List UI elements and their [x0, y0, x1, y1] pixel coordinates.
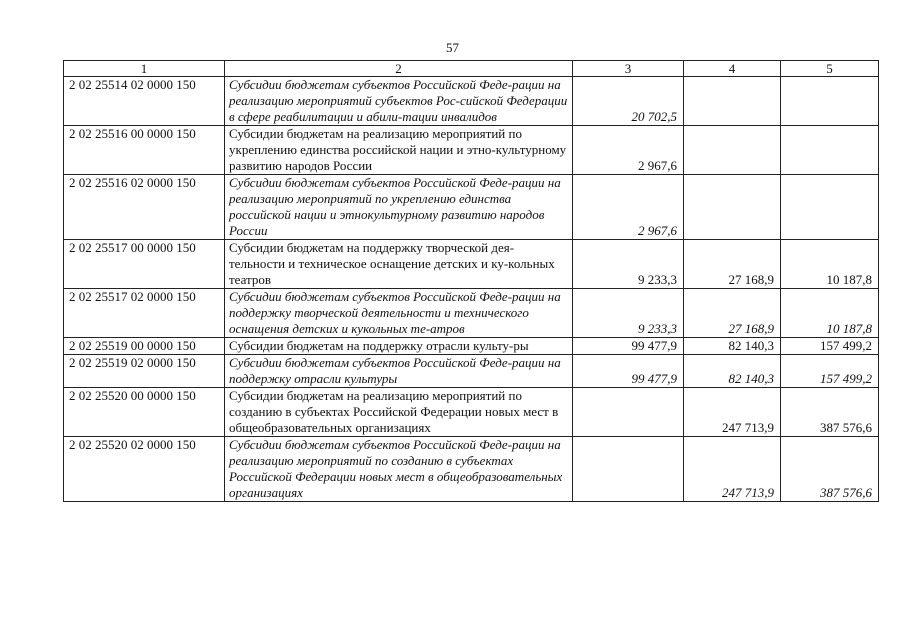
row-value-col4 — [684, 175, 781, 240]
row-code: 2 02 25519 00 0000 150 — [64, 338, 225, 355]
row-value-col3: 99 477,9 — [573, 338, 684, 355]
row-value-col4: 247 713,9 — [684, 437, 781, 502]
row-code: 2 02 25514 02 0000 150 — [64, 77, 225, 126]
row-value-col3 — [573, 437, 684, 502]
table-row — [64, 437, 879, 502]
table-row — [64, 175, 879, 240]
row-code: 2 02 25517 00 0000 150 — [64, 240, 225, 289]
row-value-col3 — [573, 388, 684, 437]
row-description: Субсидии бюджетам на реализацию мероприятий по созданию в субъектах Российской Федерации новых мест в общеобразовательных организациях — [225, 388, 573, 437]
row-code: 2 02 25516 00 0000 150 — [64, 126, 225, 175]
row-value-col4: 27 168,9 — [684, 240, 781, 289]
table-row — [64, 338, 879, 355]
row-code: 2 02 25517 02 0000 150 — [64, 289, 225, 338]
row-description: Субсидии бюджетам на поддержку отрасли культу-ры — [225, 338, 573, 355]
row-value-col3: 2 967,6 — [573, 175, 684, 240]
row-description: Субсидии бюджетам на поддержку творческой дея-тельности и техническое оснащение детских и ку-кольных театров — [225, 240, 573, 289]
column-header: 5 — [781, 61, 879, 77]
column-header: 2 — [225, 61, 573, 77]
row-value-col3: 99 477,9 — [573, 355, 684, 388]
row-description: Субсидии бюджетам субъектов Российской Феде-рации на поддержку отрасли культуры — [225, 355, 573, 388]
budget-table — [63, 60, 879, 502]
column-header: 3 — [573, 61, 684, 77]
row-value-col5: 157 499,2 — [781, 338, 879, 355]
row-value-col4: 82 140,3 — [684, 338, 781, 355]
row-value-col5 — [781, 126, 879, 175]
row-value-col5: 157 499,2 — [781, 355, 879, 388]
row-code: 2 02 25519 02 0000 150 — [64, 355, 225, 388]
row-value-col3: 2 967,6 — [573, 126, 684, 175]
row-description: Субсидии бюджетам субъектов Российской Феде-рации на поддержку творческой деятельности и технического оснащения детских и кукольных те-атров — [225, 289, 573, 338]
row-value-col5: 10 187,8 — [781, 289, 879, 338]
table-row — [64, 126, 879, 175]
row-code: 2 02 25516 02 0000 150 — [64, 175, 225, 240]
row-value-col4: 27 168,9 — [684, 289, 781, 338]
table-row — [64, 77, 879, 126]
table-row — [64, 240, 879, 289]
row-value-col3: 9 233,3 — [573, 289, 684, 338]
row-description: Субсидии бюджетам субъектов Российской Феде-рации на реализацию мероприятий по укреплению единства российской нации и этнокультурному развитию народов России — [225, 175, 573, 240]
table-row — [64, 388, 879, 437]
column-header: 4 — [684, 61, 781, 77]
header-row — [64, 61, 879, 77]
row-value-col5: 387 576,6 — [781, 388, 879, 437]
table-row — [64, 289, 879, 338]
row-value-col3: 9 233,3 — [573, 240, 684, 289]
row-value-col5 — [781, 77, 879, 126]
row-value-col5: 387 576,6 — [781, 437, 879, 502]
column-header: 1 — [64, 61, 225, 77]
page-number: 57 — [446, 40, 459, 55]
row-code: 2 02 25520 00 0000 150 — [64, 388, 225, 437]
row-description: Субсидии бюджетам на реализацию мероприятий по укреплению единства российской нации и этно-культурному развитию народов России — [225, 126, 573, 175]
row-description: Субсидии бюджетам субъектов Российской Феде-рации на реализацию мероприятий субъектов Рос-сийской Федерации в сфере реабилитации и абили-тации инвалидов — [225, 77, 573, 126]
row-code: 2 02 25520 02 0000 150 — [64, 437, 225, 502]
row-value-col5 — [781, 175, 879, 240]
row-value-col3: 20 702,5 — [573, 77, 684, 126]
row-value-col4 — [684, 77, 781, 126]
row-description: Субсидии бюджетам субъектов Российской Феде-рации на реализацию мероприятий по созданию в субъектах Российской Федерации новых мест в общеобразовательных организациях — [225, 437, 573, 502]
row-value-col4: 82 140,3 — [684, 355, 781, 388]
row-value-col5: 10 187,8 — [781, 240, 879, 289]
row-value-col4 — [684, 126, 781, 175]
table-row — [64, 355, 879, 388]
row-value-col4: 247 713,9 — [684, 388, 781, 437]
